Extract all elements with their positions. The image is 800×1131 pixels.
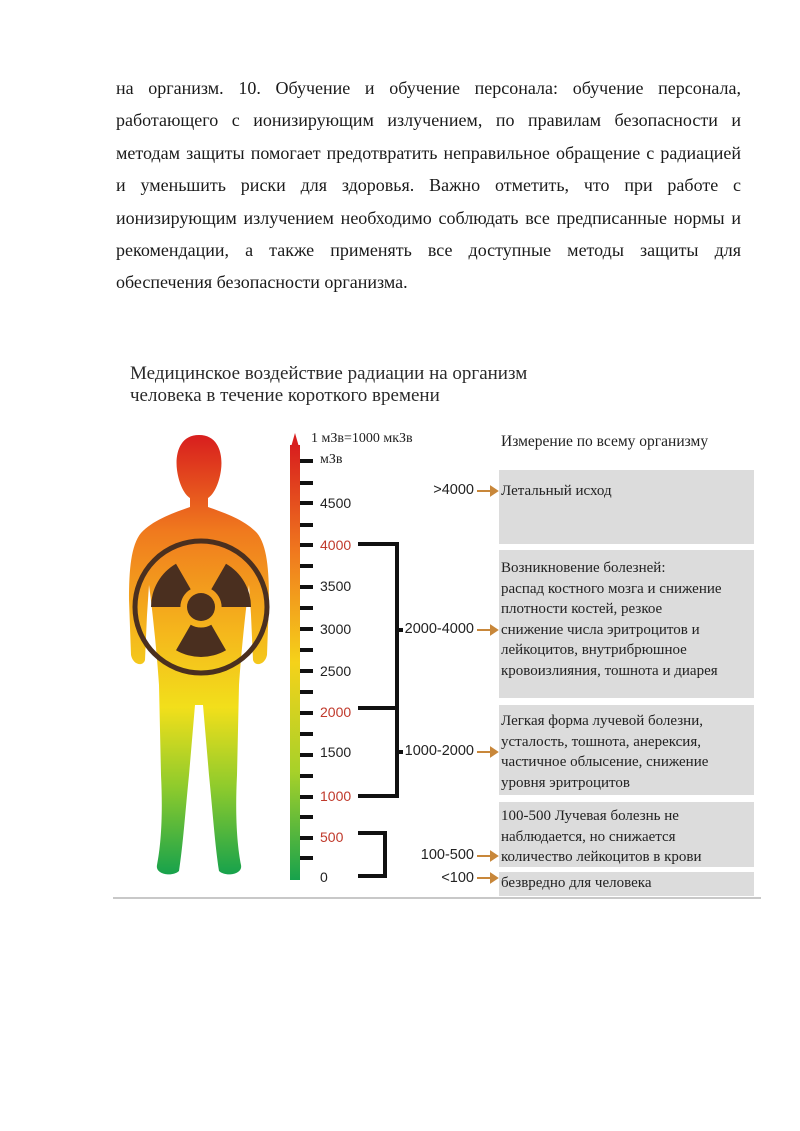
range-label: >4000 bbox=[433, 482, 474, 498]
range-description: Легкая форма лучевой болезни, усталость, тошнота, анерексия, частичное облысение, снижение уровня эритроцитов bbox=[501, 713, 709, 791]
tick-label: 0 bbox=[320, 869, 328, 885]
tick-label: 2500 bbox=[320, 663, 352, 679]
range-description: Возникновение болезней: распад костного мозга и снижение плотности костей, резкое снижение числа эритроцитов и лейкоцитов, внутрибрюшное кровоизлияния, тошнота и диарея bbox=[501, 560, 722, 679]
tick-label: 4000 bbox=[320, 537, 352, 553]
tick-label: 1500 bbox=[320, 744, 352, 760]
scale-ticks bbox=[300, 461, 313, 858]
body-paragraph: на организм. 10. Обучение и обучение персонала: обучение персонала, работающего с ионизирующим излучением, по правилам безопасности и методам защиты помогает предотвратить неправильное обращение с радиацией и уменьшить риски для здоровья. Важно отметить, что при работе с ионизирующим излучением необходимо соблюдать все предписанные нормы и рекомендации, а также применять все доступные методы защиты для обеспечения безопасности организма. bbox=[116, 78, 741, 293]
tick-label: 2000 bbox=[320, 704, 352, 720]
column-header: Измерение по всему организму bbox=[501, 433, 709, 450]
infographic-title bbox=[130, 363, 590, 407]
range-description: 100-500 Лучевая болезнь не наблюдается, но снижается количество лейкоцитов в крови bbox=[501, 808, 702, 866]
range-label: 1000-2000 bbox=[404, 743, 474, 759]
radiation-infographic bbox=[113, 355, 761, 900]
range-description: Летальный исход bbox=[501, 483, 612, 499]
tick-label: 4500 bbox=[320, 495, 352, 511]
range-description: безвредно для человека bbox=[501, 875, 652, 891]
tick-label: 3500 bbox=[320, 578, 352, 594]
tick-label: 500 bbox=[320, 829, 344, 845]
bottom-divider bbox=[113, 897, 761, 899]
dose-scale-bar bbox=[290, 433, 300, 880]
range-brackets bbox=[358, 544, 403, 876]
unit-label: мЗв bbox=[320, 452, 343, 467]
range-label: <100 bbox=[441, 870, 474, 886]
range-arrows bbox=[477, 487, 497, 882]
title-line-1: Медицинское воздействие радиации на организм bbox=[130, 363, 528, 384]
range-label: 2000-4000 bbox=[404, 621, 474, 637]
tick-label: 3000 bbox=[320, 621, 352, 637]
tick-label: 1000 bbox=[320, 788, 352, 804]
title-line-2: человека в течение короткого времени bbox=[130, 385, 440, 406]
scale-note: 1 мЗв=1000 мкЗв bbox=[311, 431, 413, 446]
range-label: 100-500 bbox=[420, 847, 474, 863]
